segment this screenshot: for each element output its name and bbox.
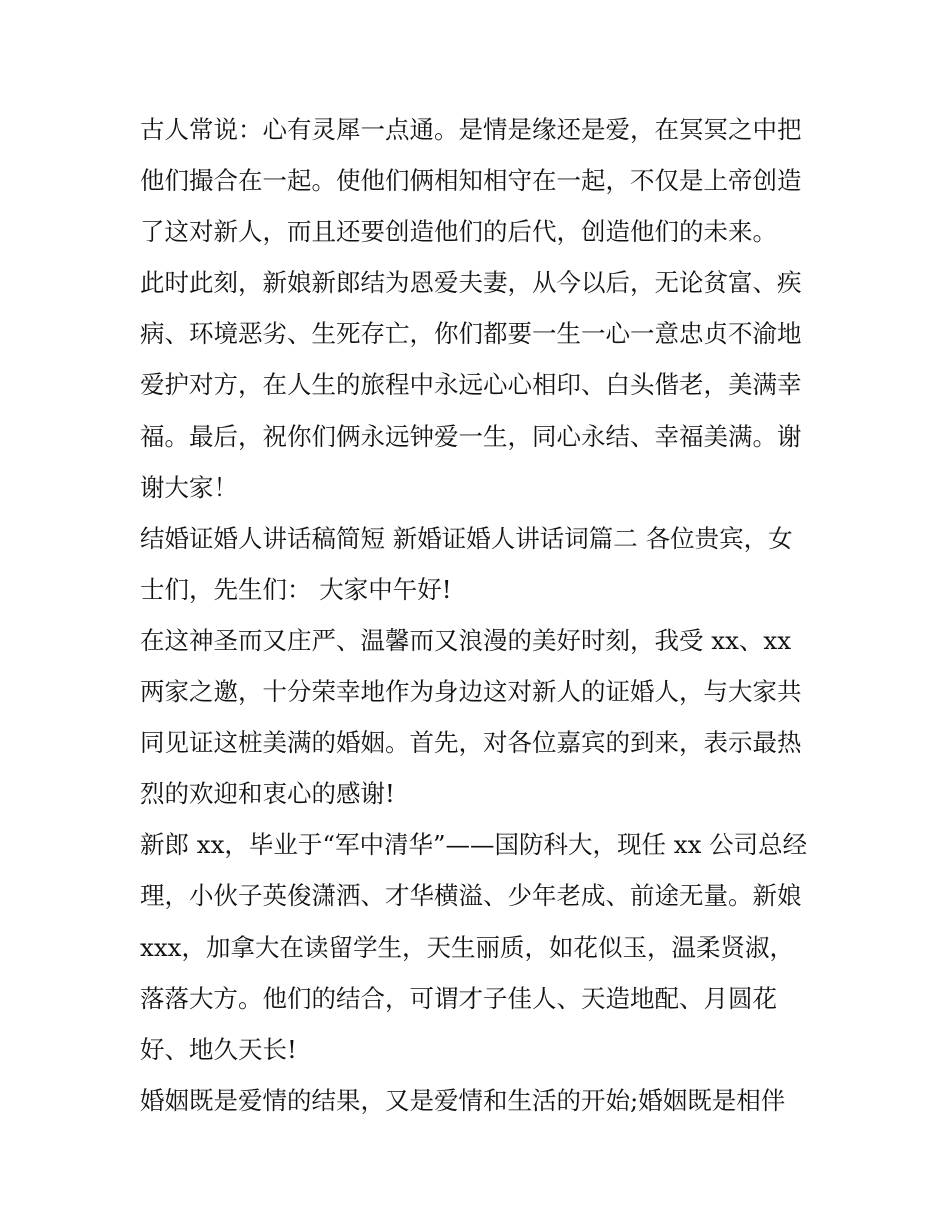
text-line: 好、地久天长!	[140, 1034, 297, 1064]
text-line: 爱护对方，在人生的旅程中永远心心相印、白头偕老，美满幸	[140, 370, 802, 400]
text-line: 在这神圣而又庄严、温馨而又浪漫的美好时刻，我受 xx、xx	[140, 625, 792, 655]
text-line: 新郎 xx，毕业于“军中清华”——国防科大，现任 xx 公司总经	[140, 830, 808, 860]
text-line: 此时此刻，新娘新郎结为恩爱夫妻，从今以后，无论贫富、疾	[140, 268, 802, 298]
text-line: 结婚证婚人讲话稿简短 新婚证婚人讲话词篇二 各位贵宾，女	[140, 523, 793, 553]
text-line: 两家之邀，十分荣幸地作为身边这对新人的证婚人，与大家共	[140, 677, 802, 707]
text-line: 烈的欢迎和衷心的感谢!	[140, 779, 395, 809]
text-line: 婚姻既是爱情的结果，又是爱情和生活的开始;婚姻既是相伴	[140, 1085, 786, 1115]
document-body	[140, 104, 820, 1126]
text-line: 病、环境恶劣、生死存亡，你们都要一生一心一意忠贞不渝地	[140, 319, 802, 349]
text-line: 理，小伙子英俊潇洒、才华横溢、少年老成、前途无量。新娘	[140, 881, 802, 911]
text-line: 同见证这桩美满的婚姻。首先，对各位嘉宾的到来，表示最热	[140, 728, 802, 758]
text-line: 落落大方。他们的结合，可谓才子佳人、天造地配、月圆花	[140, 983, 777, 1013]
text-line: 福。最后，祝你们俩永远钟爱一生，同心永结、幸福美满。谢	[140, 421, 802, 451]
text-line: 士们，先生们： 大家中午好!	[140, 574, 452, 604]
text-line: 他们撮合在一起。使他们俩相知相守在一起，不仅是上帝创造	[140, 166, 802, 196]
text-line: 谢大家！	[140, 472, 238, 502]
text-line: 古人常说：心有灵犀一点通。是情是缘还是爱，在冥冥之中把	[140, 115, 802, 144]
text-line: 了这对新人，而且还要创造他们的后代，创造他们的未来。	[140, 217, 777, 247]
text-line: xxx，加拿大在读留学生，天生丽质，如花似玉，温柔贤淑，	[140, 932, 794, 962]
